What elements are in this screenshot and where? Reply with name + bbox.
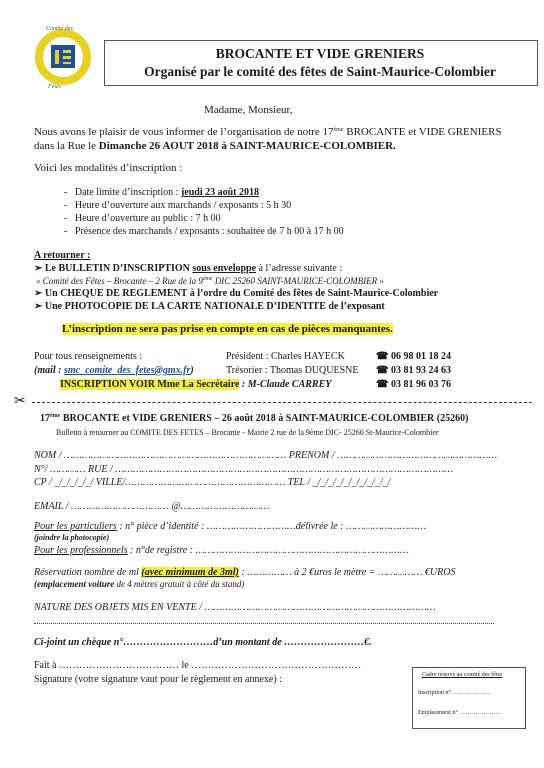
mail-link[interactable]: smc_comite_des_fetes@gmx.fr (64, 365, 191, 376)
scissors-icon: ✂ (14, 394, 26, 409)
list-item: - Date limite d’inscription : jeudi 23 août 2018 (64, 187, 259, 198)
phone-icon: ☎ (376, 379, 391, 390)
intro-line-2: dans la Rue le Dimanche 26 AOUT 2018 à SAINT-MAURICE-COLOMBIER. (34, 140, 396, 152)
form-title: 17ème BROCANTE et VIDE GRENIERS – 26 août 2018 à SAINT-MAURICE-COLOMBIER (25260) (40, 413, 469, 424)
retourner-heading: A retourner : (34, 250, 91, 261)
phone-tresorier: ☎ 03 81 93 24 63 (376, 365, 451, 376)
emplacement-note: (emplacement voiture de 4 mètres gratuit à côté du stand) (34, 579, 245, 589)
list-item: - Heure d’ouverture au public : 7 h 00 (64, 213, 221, 224)
phone-icon: ☎ (376, 351, 391, 362)
logo-bottom-text: Fêtes (48, 84, 61, 90)
field-cheque[interactable]: Ci-joint un chèque n°………………………d’un montant de ……………………€. (34, 637, 372, 648)
phone-icon: ☎ (376, 365, 391, 376)
list-item: - Présence des marchands / exposants : souhaitée de 7 h 00 à 17 h 00 (64, 226, 344, 237)
salutation: Madame, Monsieur, (204, 104, 293, 116)
reserve-box-title: Cadre réservé au comité des fêtes (422, 672, 503, 678)
ret-item-1: ➢ Le BULLETIN D’INSCRIPTION sous enveloppe à l’adresse suivante : (34, 263, 343, 274)
page-title: BROCANTE ET VIDE GRENIERS (215, 46, 425, 61)
field-email[interactable]: EMAIL / …………………………… @………………………… (34, 501, 270, 512)
field-professionnels[interactable]: Pour les professionnels : n°de registre : ……………………………………………………………… (34, 545, 409, 556)
joindre-note: (joindre la photocopie) (34, 533, 110, 542)
comite-logo-icon (34, 26, 92, 92)
ret-item-2: ➢ Un CHEQUE DE REGLEMENT à l’ordre du Comité des fêtes de Saint-Maurice-Colombier (34, 288, 439, 299)
reserve-inscription: Inscription n° ………………. (418, 690, 490, 696)
field-fait[interactable]: Fait à ……………………………… le …………………………………………… (34, 660, 362, 671)
ret-address: « Comité des Fêtes – Brocante – 2 Rue de la 9ème DIC 25260 SAINT-MAURICE-COLOMBIER » (36, 276, 384, 286)
renseignements: Pour tous renseignements : (34, 351, 143, 362)
contact-tresorier: Trésorier : Thomas DUQUESNE (226, 365, 359, 376)
phone-secretaire: ☎ 03 81 96 03 76 (376, 379, 451, 390)
field-nom-prenom[interactable]: NOM / ………………………………………………………………… PRENOM / ……………………………………………… (34, 450, 498, 461)
ret-item-3: ➢ Une PHOTOCOPIE DE LA CARTE NATIONALE D’IDENTITE de l’exposant (34, 301, 385, 312)
intro-line-1: Nous avons le plaisir de vous informer de l’organisation de notre 17ème BROCANTE et VIDE GRENIERS (34, 126, 502, 138)
field-signature[interactable]: Signature (votre signature vaut pour le règlement en annexe) : (34, 674, 282, 685)
field-nature[interactable]: NATURE DES OBJETS MIS EN VENTE / …………………………………………………………………… (34, 602, 436, 613)
phone-president: ☎ 06 98 01 18 24 (376, 351, 451, 362)
warning-banner: L’inscription ne sera pas prise en compte en cas de pièces manquantes. (62, 323, 393, 335)
mail-line: (mail : smc_comite_des_fetes@gmx.fr) (34, 365, 194, 376)
form-subtitle: Bulletin à retourner au COMITE DES FETES – Brocante - Mairie 2 rue de la 9ème DIC- 25260 St-Maurice-Colombier (56, 428, 439, 437)
reserve-emplacement: Emplacement n° ………………… (418, 710, 502, 716)
logo (34, 26, 92, 92)
field-cp-ville-tel[interactable]: CP / _/_/_/_/_/ VILLE/……………………………………………… TEL / _/_/_/_/_/_/_/_/_/_/ (34, 477, 391, 488)
cut-line (32, 402, 532, 403)
field-reservation[interactable]: Réservation nombre de ml (avec minimum de 3ml) : …………… à 2 €uros le mètre = …………… €UROS (34, 567, 456, 578)
logo-top-text: Comité des (46, 26, 73, 32)
modalites: Voici les modalités d’inscription : (34, 162, 183, 174)
secretaire-line: INSCRIPTION VOIR Mme La Secrétaire : M-Claude CARREY (60, 379, 332, 390)
contact-president: Président : Charles HAYECK (226, 351, 345, 362)
field-particuliers[interactable]: Pour les particuliers : n° pièce d’identité : …………………………délivrée le : ……………………… (34, 521, 427, 532)
list-item: - Heure d’ouverture aux marchands / exposants : 5 h 30 (64, 200, 292, 211)
nature-line-2 (34, 623, 494, 624)
page-subtitle: Organisé par le comité des fêtes de Saint-Maurice-Colombier (144, 64, 496, 79)
field-rue[interactable]: N°/ ………… RUE / …………………………………………………………………………………………………… (34, 464, 454, 475)
